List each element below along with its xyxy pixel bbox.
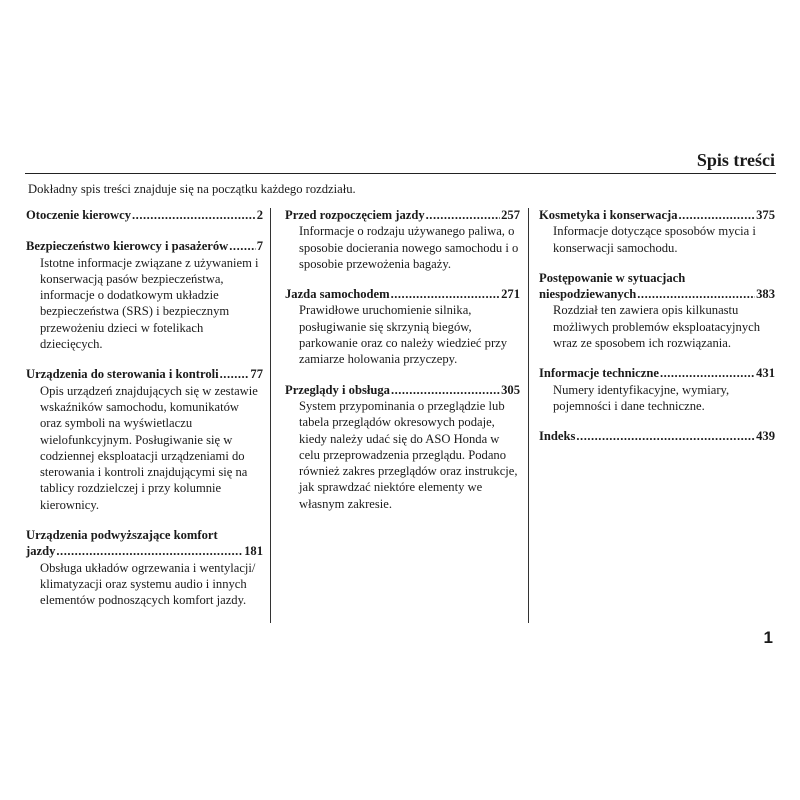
toc-entry-page: 305: [501, 382, 520, 397]
toc-entry-heading[interactable]: [26, 238, 263, 254]
toc-entry-description: Opis urządzeń znajdujących się w zestawie wskaźników samochodu, komunikatów oraz symboli na wyświetlaczu wielofunkcyjnym. Posługiwanie się w codziennej eksploatacji urządzeniami do sterowania i kontroli znajdującymi się na tablicy rozdzielczej i przy kolumnie kierownicy.: [40, 383, 258, 512]
toc-entry-indeks[interactable]: [539, 428, 775, 444]
toc-entry-jazda[interactable]: [285, 286, 520, 367]
toc-entry-title: niespodziewanych: [539, 287, 637, 302]
dot-leader: [132, 207, 256, 223]
dot-leader: [391, 286, 501, 302]
toc-entry-page: 375: [756, 208, 775, 222]
column-divider: [270, 208, 271, 623]
toc-column-2: [285, 207, 520, 512]
dot-leader: [56, 543, 243, 559]
dot-leader: [660, 365, 755, 381]
toc-entry-title-line1: Postępowanie w sytuacjach: [539, 270, 686, 285]
intro-text: Dokładny spis treści znajduje się na początku każdego rozdziału.: [28, 182, 356, 196]
toc-entry-page: 439: [756, 429, 775, 444]
toc-entry-informacje-techniczne[interactable]: [539, 365, 775, 414]
toc-entry-heading[interactable]: [285, 207, 520, 223]
toc-entry-description: Rozdział ten zawiera opis kilkunastu możliwych problemów eksploatacyjnych wraz ze sposobem ich rozwiązania.: [553, 303, 761, 351]
toc-entry-title: Indeks: [539, 429, 576, 444]
toc-column-3: [539, 207, 775, 445]
toc-entry-description: Informacje o rodzaju używanego paliwa, o sposobie docierania nowego samochodu i o sposobie przewożenia bagaży.: [299, 224, 519, 271]
toc-entry-description: System przypominania o przeglądzie lub tabela przeglądów okresowych podaje, kiedy należy udać się do ASO Honda w celu przeprowadzenia przeglądu. Podano również zakres przeglądów oraz instrukcje, jak sprawdzać niektóre elementy we własnym zakresie.: [299, 398, 518, 511]
toc-entry-title: Kosmetyka i konserwacja: [539, 208, 678, 222]
dot-leader: [220, 366, 250, 382]
toc-entry-heading[interactable]: [26, 543, 263, 559]
toc-entry-title: Informacje techniczne: [539, 366, 659, 381]
toc-entry-heading[interactable]: [285, 286, 520, 302]
dot-leader: [229, 238, 255, 254]
toc-entry-title: Przeglądy i obsługa: [285, 382, 390, 397]
toc-entry-page: 2: [256, 208, 263, 222]
dot-leader: [576, 428, 755, 444]
toc-entry-bezpieczenstwo[interactable]: [26, 238, 263, 352]
toc-entry-heading[interactable]: [285, 382, 520, 398]
toc-entry-komfort[interactable]: [26, 527, 263, 608]
toc-entry-page: 383: [756, 287, 775, 302]
toc-entry-description: Prawidłowe uruchomienie silnika, posługiwanie się skrzynią biegów, parkowanie oraz co należy wiedzieć przy zamiarze holowania przyczepy.: [299, 303, 508, 367]
dot-leader: [637, 286, 755, 302]
toc-entry-heading[interactable]: [539, 286, 775, 302]
toc-entry-title: Bezpieczeństwo kierowcy i pasażerów: [26, 239, 229, 254]
toc-entry-postepowanie[interactable]: [539, 270, 775, 351]
dot-leader: [391, 382, 500, 398]
toc-entry-title-line1: Urządzenia podwyższające komfort: [26, 528, 218, 543]
dot-leader: [679, 207, 756, 223]
toc-entry-heading[interactable]: [539, 207, 775, 223]
toc-column-1: [26, 207, 263, 609]
toc-entry-title: jazdy: [26, 544, 56, 559]
dot-leader: [426, 207, 500, 223]
toc-entry-page: 271: [501, 287, 520, 302]
toc-entry-otoczenie[interactable]: [26, 207, 263, 223]
toc-entry-title: Otoczenie kierowcy: [26, 208, 132, 222]
page-title: Spis treści: [696, 150, 775, 170]
toc-entry-urzadzenia-sterowania[interactable]: [26, 366, 263, 513]
toc-entry-kosmetyka[interactable]: [539, 207, 775, 256]
toc-entry-page: 77: [250, 367, 263, 382]
toc-entry-page: 431: [756, 366, 775, 381]
toc-entry-heading[interactable]: [26, 366, 263, 382]
toc-entry-page: 257: [501, 208, 520, 222]
toc-entry-heading[interactable]: [539, 365, 775, 381]
toc-entry-heading[interactable]: [539, 428, 775, 444]
column-divider: [528, 208, 529, 623]
toc-entry-description: Informacje dotyczące sposobów mycia i konserwacji samochodu.: [553, 224, 756, 255]
toc-entry-title: Przed rozpoczęciem jazdy: [285, 208, 425, 222]
toc-entry-przeglady[interactable]: [285, 382, 520, 512]
toc-entry-description: Istotne informacje związane z używaniem i konserwacją pasów bezpieczeństwa, informacje o dodatkowym układzie bezpieczeństwa (SRS) i bezpiecznym przewożeniu dzieci w fotelikach dziecięcych.: [40, 255, 259, 352]
header-divider: [25, 173, 776, 174]
toc-entry-page: 7: [256, 239, 263, 254]
toc-entry-przed-jazda[interactable]: [285, 207, 520, 272]
page-number: 1: [763, 628, 773, 647]
toc-entry-title: Urządzenia do sterowania i kontroli: [26, 367, 219, 382]
toc-entry-title: Jazda samochodem: [285, 287, 390, 302]
toc-entry-description: Numery identyfikacyjne, wymiary, pojemności i dane techniczne.: [553, 382, 730, 413]
toc-entry-page: 181: [244, 544, 263, 559]
toc-entry-heading[interactable]: [26, 207, 263, 223]
toc-entry-description: Obsługa układów ogrzewania i wentylacji/ klimatyzacji oraz systemu audio i innych elementów podnoszących komfort jazdy.: [40, 560, 256, 608]
